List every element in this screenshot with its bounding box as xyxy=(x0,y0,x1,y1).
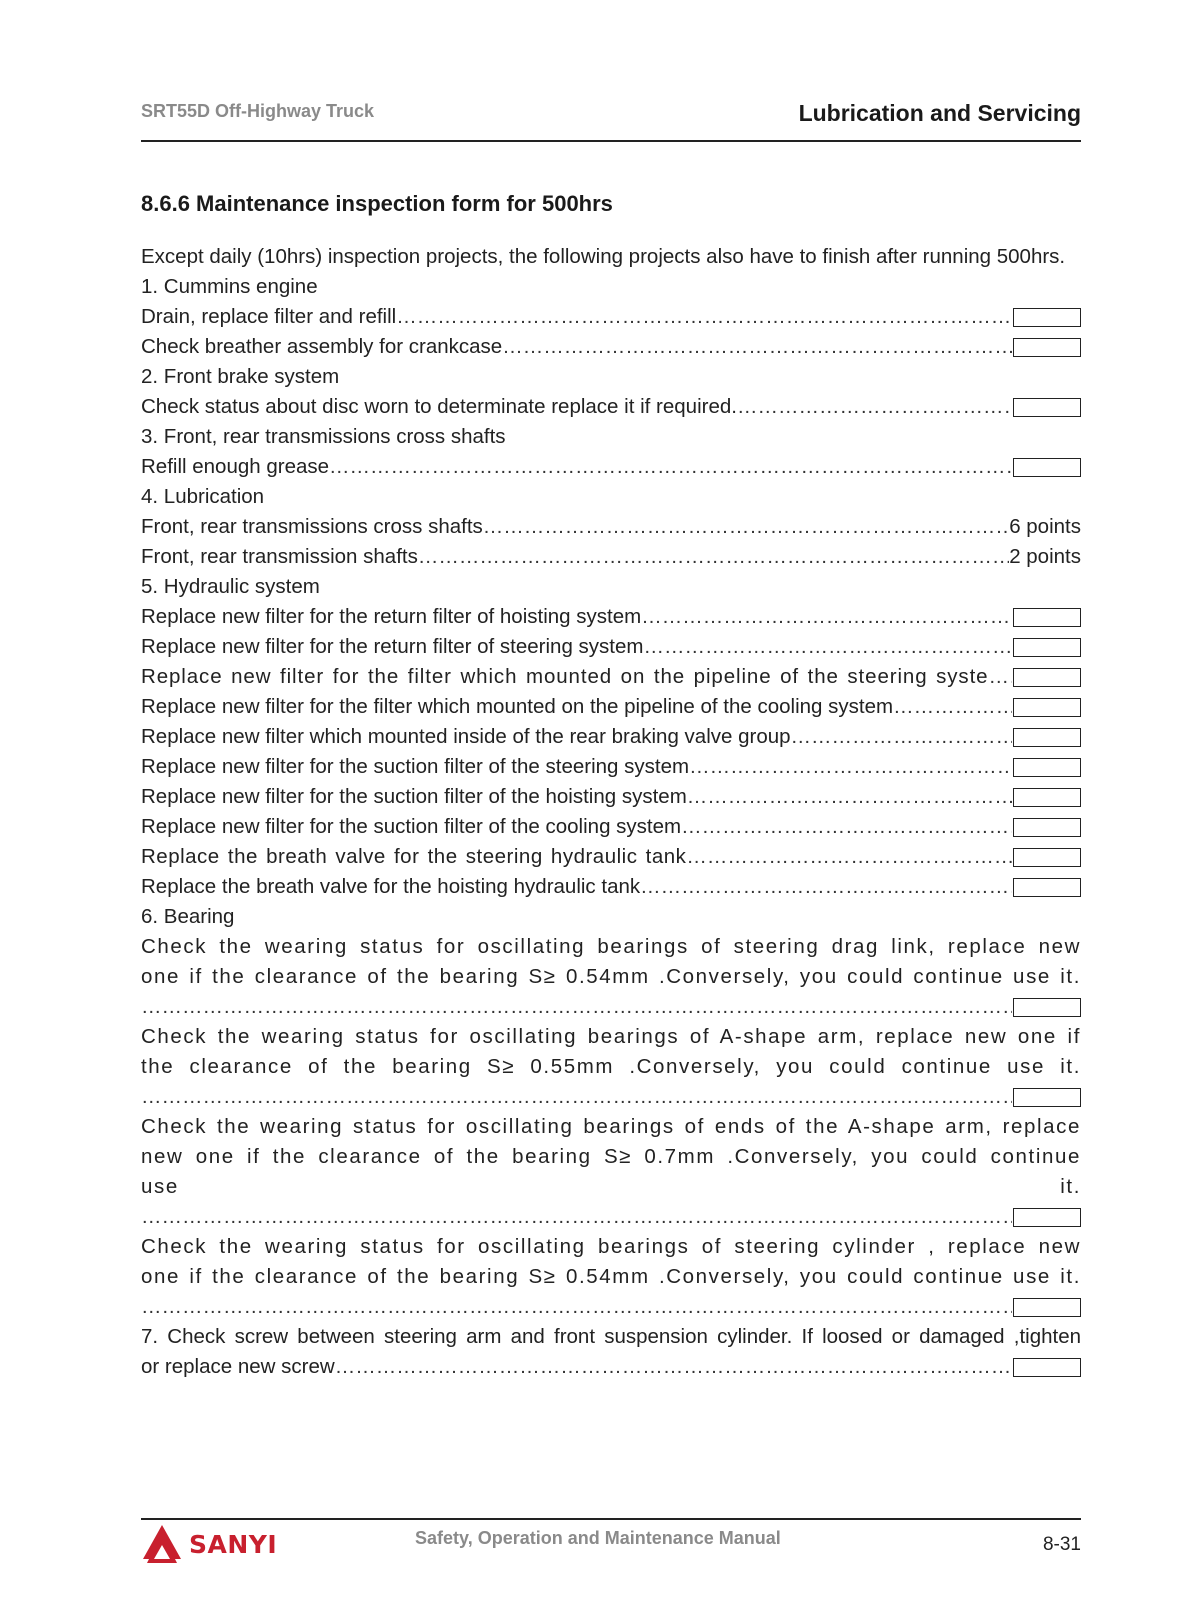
checkbox[interactable] xyxy=(1013,608,1081,627)
checkbox[interactable] xyxy=(1013,728,1081,747)
leader-dots xyxy=(141,1292,1012,1322)
leader-dots xyxy=(640,872,1012,902)
checkbox[interactable] xyxy=(1013,848,1081,867)
check-row xyxy=(141,992,1081,1022)
screw-check-text: 7. Check screw between steering arm and front suspension cylinder. If loosed or damaged ,tighten xyxy=(141,1325,1081,1348)
check-item-label: Check breather assembly for crankcase xyxy=(141,335,503,358)
leader-dots xyxy=(418,542,1009,572)
check-row xyxy=(141,332,1081,362)
check-row xyxy=(141,842,1081,872)
leader-dots xyxy=(681,812,1012,842)
check-item-label: or replace new screw xyxy=(141,1355,335,1378)
header-chapter-title: Lubrication and Servicing xyxy=(798,100,1081,126)
check-item-label: Replace new filter for the filter which mounted on the pipeline of the cooling system xyxy=(141,695,894,718)
leader-dots xyxy=(502,332,1012,362)
check-item-label: Replace new filter for the return filter of steering system xyxy=(141,635,644,658)
check-row xyxy=(141,1292,1081,1322)
checkbox[interactable] xyxy=(1013,878,1081,897)
heading-lubrication: 4. Lubrication xyxy=(141,485,265,508)
footer-manual-title: Safety, Operation and Maintenance Manual xyxy=(415,1528,781,1548)
lubrication-points: 6 points xyxy=(1009,515,1081,538)
check-item-label: Replace the breath valve for the hoisting hydraulic tank xyxy=(141,875,641,898)
checkbox[interactable] xyxy=(1013,698,1081,717)
bearing-item-text: Check the wearing status for oscillating bearings of A-shape arm, replace new one if the clearance of the bearing S≥ 0.55mm .Conversely, you could continue use it. xyxy=(141,1025,1081,1078)
check-item-label: Check status about disc worn to determinate replace it if required. xyxy=(141,395,737,418)
check-item-label: Replace new filter for the suction filter of the cooling system xyxy=(141,815,682,838)
checkbox[interactable] xyxy=(1013,638,1081,657)
checkbox[interactable] xyxy=(1013,1298,1081,1317)
check-item-label: Replace the breath valve for the steering hydraulic tank xyxy=(141,845,687,868)
header-document-title: SRT55D Off-Highway Truck xyxy=(141,101,375,121)
check-row xyxy=(141,782,1081,812)
check-row xyxy=(141,752,1081,782)
lubrication-points: 2 points xyxy=(1009,545,1081,568)
section-title: 8.6.6 Maintenance inspection form for 500hrs xyxy=(141,191,613,216)
check-row xyxy=(141,1352,1081,1382)
checkbox[interactable] xyxy=(1013,788,1081,807)
check-item-label: Replace new filter which mounted inside of the rear braking valve group xyxy=(141,725,791,748)
checkbox[interactable] xyxy=(1013,998,1081,1017)
leader-dots xyxy=(643,632,1012,662)
check-row xyxy=(141,812,1081,842)
checkbox[interactable] xyxy=(1013,758,1081,777)
leader-dots xyxy=(689,752,1012,782)
logo-wordmark: SANYI xyxy=(189,1529,278,1559)
footer-divider xyxy=(141,1518,1081,1520)
check-row xyxy=(141,722,1081,752)
checkbox[interactable] xyxy=(1013,338,1081,357)
check-item-label: Replace new filter for the suction filter of the hoisting system xyxy=(141,785,687,808)
check-row xyxy=(141,632,1081,662)
heading-cummins-engine: 1. Cummins engine xyxy=(141,275,318,298)
leader-dots xyxy=(686,842,1012,872)
leader-dots xyxy=(141,1082,1012,1112)
checkbox[interactable] xyxy=(1013,398,1081,417)
check-item-label: Drain, replace filter and refill xyxy=(141,305,397,328)
lubrication-item-label: Front, rear transmissions cross shafts xyxy=(141,515,483,538)
check-item-label: Replace new filter for the return filter of hoisting system xyxy=(141,605,642,628)
check-row xyxy=(141,1202,1081,1232)
check-row xyxy=(141,662,1081,692)
leader-dots xyxy=(141,992,1012,1022)
page-content xyxy=(141,189,1081,1382)
check-row xyxy=(141,452,1081,482)
leader-dots xyxy=(893,692,1012,722)
check-row xyxy=(141,392,1081,422)
checkbox[interactable] xyxy=(1013,668,1081,687)
heading-cross-shafts: 3. Front, rear transmissions cross shafts xyxy=(141,425,506,448)
check-row xyxy=(141,1082,1081,1112)
heading-bearing: 6. Bearing xyxy=(141,905,235,928)
check-item-label: Refill enough grease xyxy=(141,455,330,478)
bearing-item-text: Check the wearing status for oscillating bearings of steering cylinder , replace new one if the clearance of the bearing S≥ 0.54mm .Conversely, you could continue use it. xyxy=(141,1235,1081,1288)
checkbox[interactable] xyxy=(1013,1208,1081,1227)
checkbox[interactable] xyxy=(1013,1088,1081,1107)
leader-dots xyxy=(335,1352,1012,1382)
intro-paragraph: Except daily (10hrs) inspection projects, the following projects also have to finish after running 500hrs. xyxy=(141,245,1066,268)
bearing-item-text: Check the wearing status for oscillating bearings of steering drag link, replace new one if the clearance of the bearing S≥ 0.54mm .Conversely, you could continue use it. xyxy=(141,935,1081,988)
leader-dots xyxy=(483,512,1009,542)
check-row xyxy=(141,602,1081,632)
check-item-label: Replace new filter for the filter which mounted on the pipeline of the steering syste xyxy=(141,665,989,688)
lubrication-row xyxy=(141,542,1081,572)
lubrication-item-label: Front, rear transmission shafts xyxy=(141,545,418,568)
checkbox[interactable] xyxy=(1013,1358,1081,1377)
lubrication-row xyxy=(141,512,1081,542)
check-row xyxy=(141,302,1081,332)
check-row xyxy=(141,692,1081,722)
check-row xyxy=(141,872,1081,902)
checkbox[interactable] xyxy=(1013,818,1081,837)
leader-dots xyxy=(329,452,1012,482)
checkbox[interactable] xyxy=(1013,308,1081,327)
leader-dots xyxy=(791,722,1012,752)
leader-dots xyxy=(737,392,1012,422)
header-divider xyxy=(141,140,1081,142)
leader-dots xyxy=(988,662,1012,692)
leader-dots xyxy=(641,602,1012,632)
sanyi-logo-icon xyxy=(141,1523,183,1565)
bearing-item-text: Check the wearing status for oscillating bearings of ends of the A-shape arm, replace new one if the clearance of the bearing S≥ 0.7mm .Conversely, you could continue use it. xyxy=(141,1115,1081,1198)
sanyi-logo xyxy=(141,1523,277,1565)
checkbox[interactable] xyxy=(1013,458,1081,477)
leader-dots xyxy=(687,782,1012,812)
page-number: 8-31 xyxy=(1042,1534,1081,1555)
heading-front-brake-system: 2. Front brake system xyxy=(141,365,340,388)
leader-dots xyxy=(396,302,1012,332)
check-item-label: Replace new filter for the suction filter of the steering system xyxy=(141,755,690,778)
leader-dots xyxy=(141,1202,1012,1232)
heading-hydraulic-system: 5. Hydraulic system xyxy=(141,575,320,598)
